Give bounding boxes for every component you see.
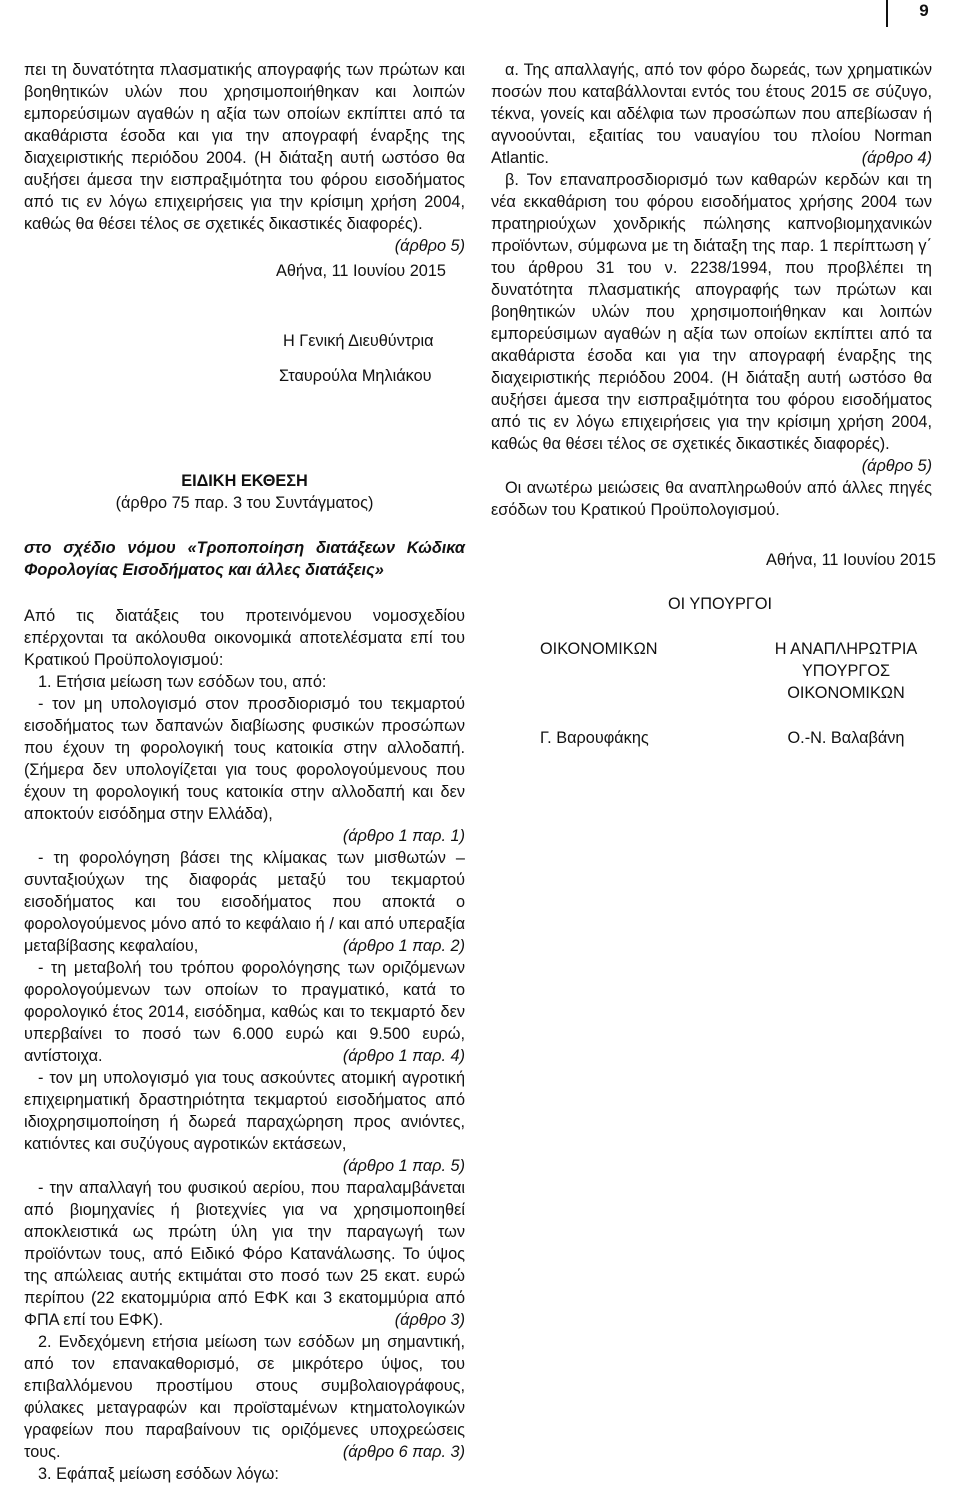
item-1e-ref: (άρθρο 3): [394, 1311, 465, 1329]
minister-2-name: Ο.-Ν. Βαλαβάνη: [787, 729, 905, 747]
item-1c: [24, 957, 465, 1067]
item-1c-text: - τη μεταβολή του τρόπου φορολόγησης των οριζόμενων φορολογούμενων των οποίων το πραγματικό, κατά το φορολογικό έτος 2014, εισόδημα, καθώς και το τεκμαρτό δεν υπερβαίνει το ποσό των 6.000 ευρώ και 9.500 ευρώ, αντίστοιχα.: [24, 959, 465, 1065]
minister-2-title-line-2: ΥΠΟΥΡΓΟΣ: [801, 662, 891, 680]
minister-1-title: ΟΙΚΟΝΟΜΙΚΩΝ: [540, 640, 658, 658]
item-a: [491, 59, 932, 169]
continued-paragraph: [24, 59, 465, 255]
item-1e: [24, 1177, 465, 1331]
left-column-top: [24, 59, 465, 257]
item-1b: [24, 847, 465, 957]
item-1e-text: - την απαλλαγή του φυσικού αερίου, που παραλαμβάνεται από βιομηχανίες ή βιοτεχνίες για να χρησιμοποιηθεί αποκλειστικά ως πρώτη ύλη για την παραγωγή των προϊόντων τους, από Ειδικό Φόρο Κατανάλωσης. Το ύψος της απώλειας αυτής εκτιμάται στο ποσό των 25 εκατ. ευρώ περίπου (22 εκατομμύρια από ΕΦΚ και 3 εκατομμύρια από ΦΠΑ επί του ΕΦΚ).: [24, 1179, 465, 1329]
item-1d-text: - τον μη υπολογισμό για τους ασκούντες ατομική αγροτική επιχειρηματική δραστηριότητα τεκμαρτού εισοδήματος από ιδιοχρησιμοποίηση ή δωρεά παραχώρηση προς ανιόντες, κατιόντες και συζύγους αγροτικών εκτάσεων,: [24, 1069, 465, 1153]
item-1d-ref: (άρθρο 1 παρ. 5): [342, 1157, 465, 1175]
item-1b-ref: (άρθρο 1 παρ. 2): [342, 937, 465, 955]
item-1a-ref: (άρθρο 1 παρ. 1): [342, 827, 465, 845]
minister-2-title-line-1: Η ΑΝΑΠΛΗΡΩΤΡΙΑ: [774, 640, 918, 658]
page-number: 9: [886, 0, 960, 27]
item-b-text: β. Τον επαναπροσδιορισμό των καθαρών κερδών και τη νέα εκκαθάριση του φόρου εισοδήματος χρήσης 2004 των πρατηριούχων χονδρικής πώλησης καπνοβιομηχανικών προϊόντων, σύμφωνα με τη διάταξη της παρ. 1 περίπτωση γ΄ του άρθρου 31 του ν. 2238/1994, που προβλέπει τη δυνατότητα πλασματικής απογραφής των πρώτων και βοηθητικών υλών που χρησιμοποιήθηκαν και λοιπών εμπορεύσιμων αγαθών η αξία των οποίων εκπίπτει από τα ακαθάριστα έσοδα και για την απογραφή έναρξης της διαχειριστικής περιόδου 2004. (Η διάταξη αυτή ωστόσο θα αυξήσει άμεσα την εισπραξιμότητα του φόρου εισοδήματος από τις εν λόγω επιχειρήσεις για την κρίσιμη χρήση 2004, καθώς θα θέσει τέλος σε σχετικές δικαστικές διαφορές).: [491, 171, 932, 453]
item-1b-text: - τη φορολόγηση βάσει της κλίμακας των μισθωτών – συνταξιούχων της διαφοράς μεταξύ του τεκμαρτού εισοδήματος και του εισοδήματος που αποκτά ο φορολογούμενος μόνο από το κεφάλαιο ή / και από υπεραξία μεταβίβασης κεφαλαίου,: [24, 849, 465, 955]
intro-paragraph: Από τις διατάξεις του προτεινόμενου νομοσχεδίου επέρχονται τα ακόλουθα οικονομικά αποτελέσματα επί του Κρατικού Προϋπολογισμού:: [24, 607, 465, 669]
item-a-ref: (άρθρο 4): [861, 149, 932, 167]
article-ref: (άρθρο 5): [394, 237, 465, 255]
item-2-text: 2. Ενδεχόμενη ετήσια μείωση των εσόδων μη σημαντική, από τον επανακαθορισμό, σε μικρότερο ύψος, του επιβαλλόμενου προστίμου στους συμβολαιογράφους, φύλακες μεταγραφών και προϊσταμένων κτηματολογικών γραφείων που παραβαίνουν τις οριζόμενες υποχρεώσεις τους.: [24, 1333, 465, 1461]
report-subtitle: (άρθρο 75 παρ. 3 του Συντάγματος): [115, 494, 374, 512]
ministers-heading: ΟΙ ΥΠΟΥΡΓΟΙ: [668, 595, 773, 613]
minister-1-name: Γ. Βαρουφάκης: [540, 729, 649, 747]
item-b: [491, 169, 932, 475]
left-column-bottom: [24, 537, 465, 1485]
report-title: ΕΙΔΙΚΗ ΕΚΘΕΣΗ: [181, 472, 308, 490]
item-1-heading: 1. Ετήσια μείωση των εσόδων του, από:: [38, 673, 327, 691]
right-column: [491, 59, 932, 521]
item-1d: [24, 1067, 465, 1175]
item-a-text: α. Της απαλλαγής, από τον φόρο δωρεάς, των χρηματικών ποσών που καταβάλλονται εντός του έτους 2015 σε σύζυγο, τέκνα, γονείς και αδέλφια των προσώπων που απεβίωσαν ή αγνοούνται, εξαιτίας του ναυαγίου του πλοίου Norman Atlantic.: [491, 61, 932, 167]
item-2-ref: (άρθρο 6 παρ. 3): [342, 1443, 465, 1461]
item-1c-ref: (άρθρο 1 παρ. 4): [342, 1047, 465, 1065]
item-2: [24, 1331, 465, 1463]
bill-title: στο σχέδιο νόμου «Τροποποίηση διατάξεων Κώδικα Φορολογίας Εισοδήματος και άλλες διατάξεις»: [24, 539, 465, 579]
closing-paragraph: Οι ανωτέρω μειώσεις θα αναπληρωθούν από άλλες πηγές εσόδων του Κρατικού Προϋπολογισμού.: [491, 479, 932, 519]
signature-date: Αθήνα, 11 Ιουνίου 2015: [276, 262, 446, 280]
paragraph-text: πει τη δυνατότητα πλασματικής απογραφής των πρώτων και βοηθητικών υλών που χρησιμοποιήθηκαν και λοιπών εμπορεύσιμων αγαθών η αξία των οποίων εκπίπτει από τα ακαθάριστα έσοδα και για την απογραφή έναρξης της διαχειριστικής περιόδου 2004. (Η διάταξη αυτή ωστόσο θα αυξήσει άμεσα την εισπραξιμότητα του φόρου εισοδήματος από τις εν λόγω επιχειρήσεις για την κρίσιμη χρήση 2004, καθώς θα θέσει τέλος σε σχετικές δικαστικές διαφορές).: [24, 61, 465, 233]
item-b-ref: (άρθρο 5): [861, 457, 932, 475]
item-3: 3. Εφάπαξ μείωση εσόδων λόγω:: [38, 1465, 279, 1483]
ministers-date: Αθήνα, 11 Ιουνίου 2015: [766, 551, 936, 569]
signature-role: Η Γενική Διευθύντρια: [283, 332, 434, 350]
item-1a: - τον μη υπολογισμό στον προσδιορισμό του τεκμαρτού εισοδήματος των δαπανών διαβίωσης φυσικών προσώπων που έχουν τη φορολογική τους κατοικία στην αλλοδαπή. (Σήμερα δεν υπολογίζεται για τους φορολογούμενους που έχουν τη φορολογική τους κατοικία στην αλλοδαπή και δεν αποκτούν εισόδημα στην Ελλάδα),: [24, 695, 465, 823]
signature-name: Σταυρούλα Μηλιάκου: [279, 367, 432, 385]
minister-2-title-line-3: ΟΙΚΟΝΟΜΙΚΩΝ: [787, 684, 905, 702]
